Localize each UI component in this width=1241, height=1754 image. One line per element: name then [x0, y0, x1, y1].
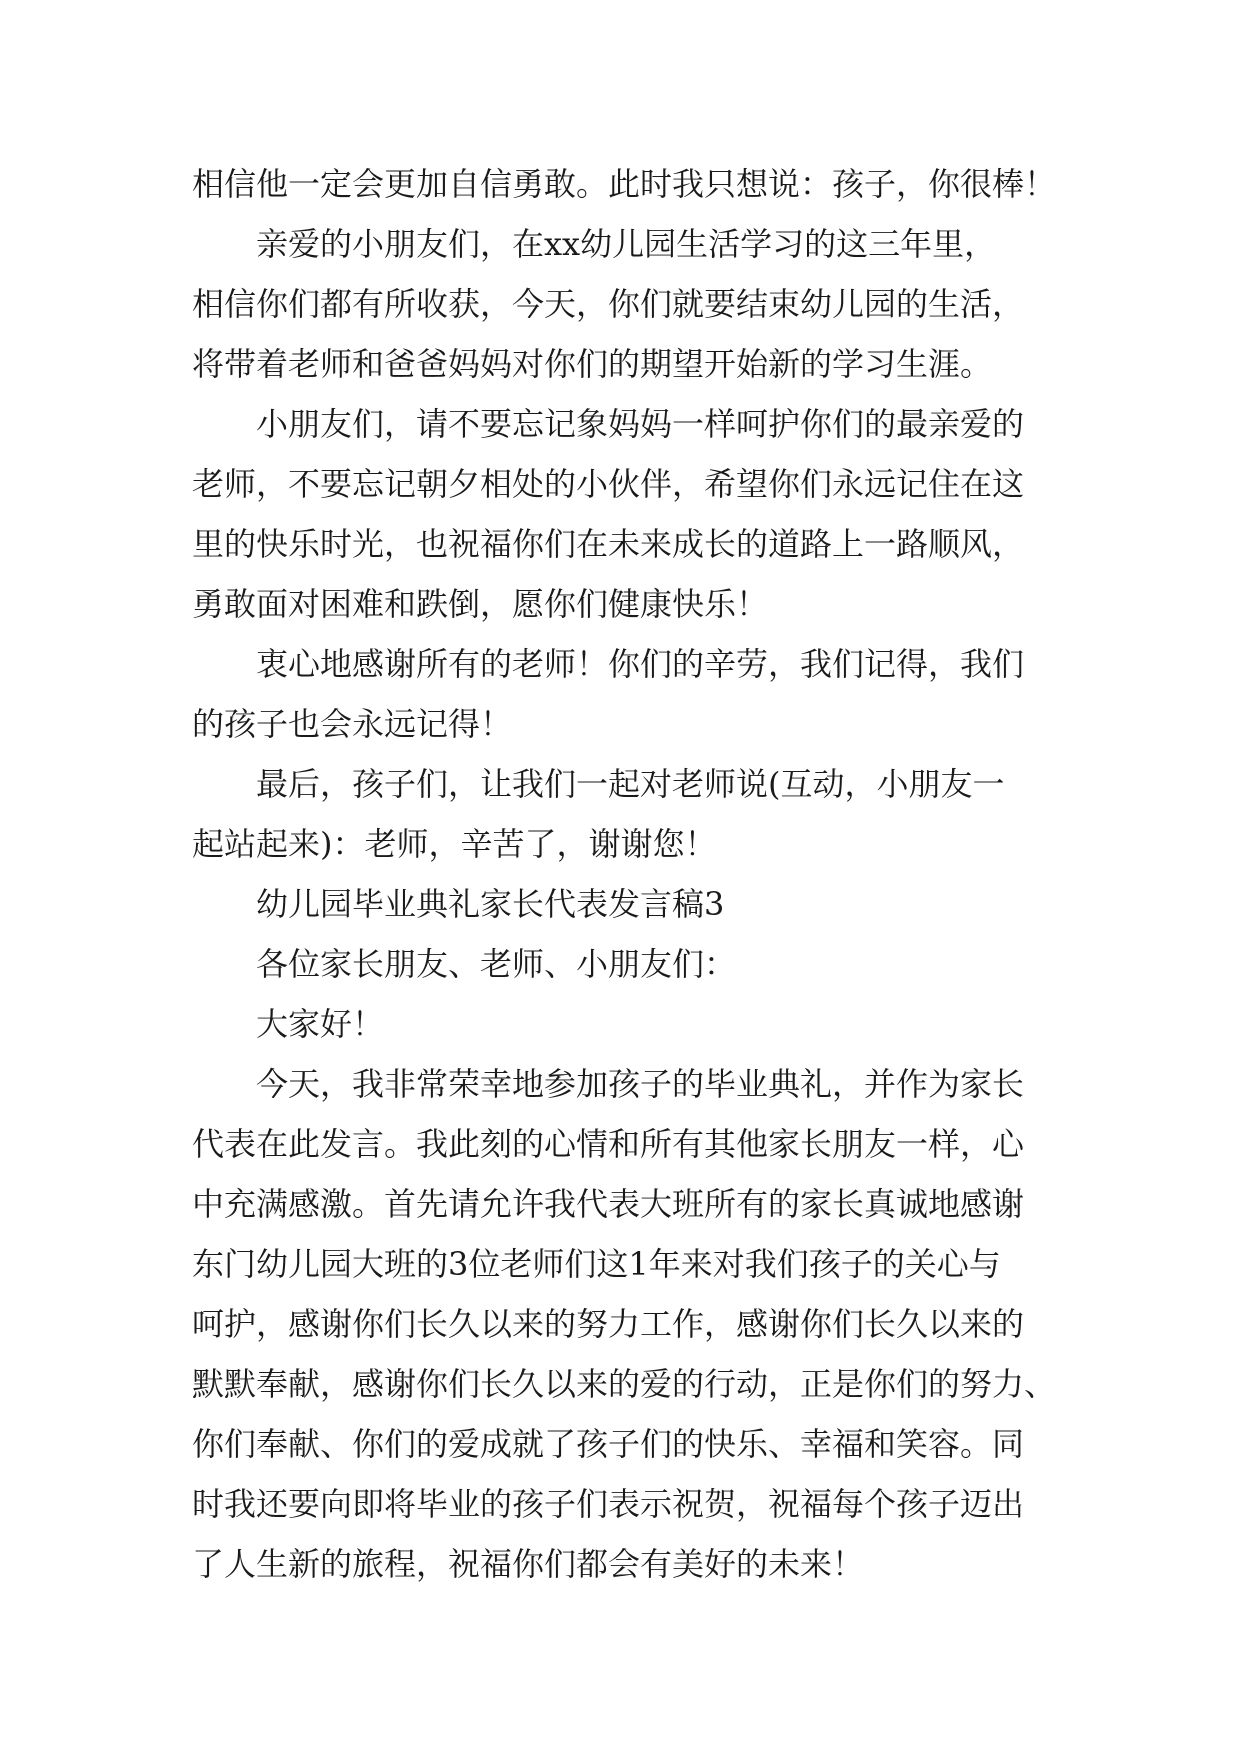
paragraph-start-line: 小朋友们，请不要忘记象妈妈一样呵护你们的最亲爱的 [256, 405, 1025, 443]
text-line: 的孩子也会永远记得！ [192, 705, 513, 743]
salutation-line: 各位家长朋友、老师、小朋友们： [256, 945, 737, 983]
greeting-line: 大家好！ [256, 1005, 385, 1043]
text-line: 相信他一定会更加自信勇敢。此时我只想说：孩子，你很棒！ [192, 165, 1057, 203]
text-line: 将带着老师和爸爸妈妈对你们的期望开始新的学习生涯。 [192, 345, 993, 383]
paragraph-start-line: 亲爱的小朋友们，在xx幼儿园生活学习的这三年里， [256, 225, 997, 263]
text-line: 东门幼儿园大班的3位老师们这1年来对我们孩子的关心与 [192, 1245, 1001, 1283]
paragraph-start-line: 今天，我非常荣幸地参加孩子的毕业典礼，并作为家长 [256, 1065, 1025, 1103]
text-line: 代表在此发言。我此刻的心情和所有其他家长朋友一样，心 [192, 1125, 1025, 1163]
text-line: 相信你们都有所收获，今天，你们就要结束幼儿园的生活， [192, 285, 1025, 323]
document-body [192, 154, 1057, 1594]
text-line: 起站起来)：老师，辛苦了，谢谢您！ [192, 825, 717, 863]
text-line: 时我还要向即将毕业的孩子们表示祝贺，祝福每个孩子迈出 [192, 1485, 1025, 1523]
section-heading: 幼儿园毕业典礼家长代表发言稿3 [256, 885, 725, 923]
text-line: 里的快乐时光，也祝福你们在未来成长的道路上一路顺风， [192, 525, 1025, 563]
paragraph-start-line: 衷心地感谢所有的老师！你们的辛劳，我们记得，我们 [256, 645, 1025, 683]
text-line: 呵护，感谢你们长久以来的努力工作，感谢你们长久以来的 [192, 1305, 1025, 1343]
text-line: 老师，不要忘记朝夕相处的小伙伴，希望你们永远记住在这 [192, 465, 1025, 503]
paragraph-start-line: 最后，孩子们，让我们一起对老师说(互动，小朋友一 [256, 765, 1005, 803]
text-line: 你们奉献、你们的爱成就了孩子们的快乐、幸福和笑容。同 [192, 1425, 1025, 1463]
text-line: 勇敢面对困难和跌倒，愿你们健康快乐！ [192, 585, 769, 623]
text-line: 了人生新的旅程，祝福你们都会有美好的未来！ [192, 1545, 865, 1583]
text-line: 默默奉献，感谢你们长久以来的爱的行动，正是你们的努力、 [192, 1365, 1057, 1403]
text-line: 中充满感激。首先请允许我代表大班所有的家长真诚地感谢 [192, 1185, 1025, 1223]
